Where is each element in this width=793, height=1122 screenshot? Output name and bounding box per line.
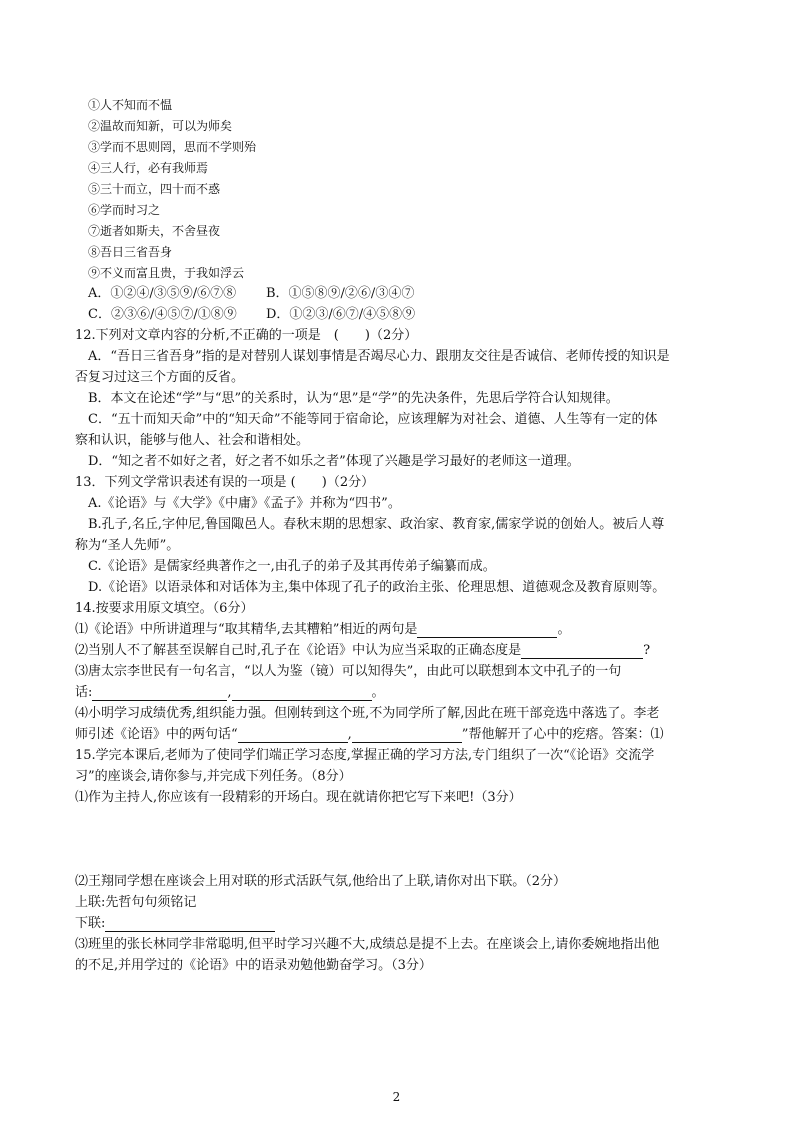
answer-blank[interactable] [238, 728, 348, 743]
question-15-stem: 15.学完本课后,老师为了使同学们端正学习态度,掌握正确的学习方法,专门组织了一次“《论语》交流学 [75, 748, 655, 763]
question-14-item-3: ⑶唐太宗李世民有一句名言，“以人为鉴（镜）可以知得失”，由此可以联想到本文中孔子的一句 [75, 664, 622, 679]
question-12-option-c-cont: 察和认识，能够与他人、社会和谐相处。 [75, 433, 310, 448]
punctuation: 。 [371, 685, 385, 700]
question-14-item-1-text: ⑴《论语》中所讲道理与“取其精华,去其糟粕”相近的两句是 [75, 622, 418, 637]
list-item: ⑦逝者如斯夫，不舍昼夜 [88, 224, 221, 238]
question-14-item-4-text: 师引述《论语》中的两句话“ [75, 727, 238, 742]
question-15-item-1: ⑴作为主持人,你应该有一段精彩的开场白。现在就请你把它写下来吧!（3分） [75, 790, 522, 805]
list-item: ⑨不义而富且贵，于我如浮云 [88, 266, 245, 280]
question-13-option-b-cont: 称为“圣人先师”。 [75, 538, 180, 553]
question-12-option-a-cont: 否复习过这三个方面的反省。 [75, 370, 245, 385]
answer-blank[interactable] [352, 728, 462, 743]
question-14-item-4: ⑷小明学习成绩优秀,组织能力强。但刚转到这个班,不为同学所了解,因此在班干部竞选中落选了。李老 [75, 706, 660, 721]
question-14-stem: 14.按要求用原文填空。（6分） [75, 601, 254, 616]
answer-blank[interactable] [92, 686, 227, 701]
question-12-option-a: A．“吾日三省吾身”指的是对替别人谋划事情是否竭尽心力、跟朋友交往是否诚信、老师传授的知识是 [88, 349, 670, 364]
question-14-item-1 [75, 622, 570, 638]
question-12-stem: 12.下列对文章内容的分析,不正确的一项是 ( )（2分） [75, 328, 418, 343]
question-14-item-2-text: ⑵当别人不了解甚至误解自己时,孔子在《论语》中认为应当采取的正确态度是 [75, 643, 522, 658]
answer-blank[interactable] [417, 623, 557, 638]
option-a: A．①②④/③⑤⑨/⑥⑦⑧ [88, 286, 237, 301]
answer-blank[interactable] [232, 686, 372, 701]
list-item: ①人不知而不愠 [88, 98, 173, 112]
couplet-lower-line [75, 916, 275, 932]
punctuation: , [227, 685, 232, 700]
list-item: ④三人行，必有我师焉 [88, 161, 209, 175]
option-d: D．①②③/⑥⑦/④⑤⑧⑨ [266, 307, 416, 322]
list-item: ②温故而知新，可以为师矣 [88, 119, 233, 133]
couplet-upper-line: 上联:先哲句句须铭记 [75, 895, 197, 910]
list-item: ⑤三十而立，四十而不惑 [88, 182, 221, 196]
answer-blank[interactable] [521, 644, 643, 659]
option-b: B．①⑤⑧⑨/②⑥/③④⑦ [266, 286, 415, 301]
punctuation: 。 [557, 622, 571, 637]
option-c: C．②③⑥/④⑤⑦/①⑧⑨ [88, 307, 237, 322]
couplet-lower-label: 下联: [75, 916, 106, 931]
list-item: ⑧吾日三省吾身 [88, 245, 173, 259]
list-item: ③学而不思则罔，思而不学则殆 [88, 140, 257, 154]
list-item: ⑥学而时习之 [88, 203, 161, 217]
question-15-stem-cont: 习”的座谈会,请你参与,并完成下列任务。（8分） [75, 769, 352, 784]
question-12-option-c: C．“五十而知天命”中的“知天命”不能等同于宿命论，应该理解为对社会、道德、人生等有一定的体 [88, 412, 658, 427]
question-13-option-a: A.《论语》与《大学》《中庸》《孟子》并称为“四书”。 [88, 496, 401, 511]
question-14-item-4-end: ”帮他解开了心中的疙瘩。答案：⑴ [461, 727, 664, 742]
question-14-item-3-label: 话: [75, 685, 93, 700]
question-12-option-b: B．本文在论述“学”与“思”的关系时，认为“思”是“学”的先决条件，先思后学符合认知规律。 [88, 391, 619, 406]
question-13-stem: 13．下列文学常识表述有误的一项是 ( )（2分） [75, 475, 375, 490]
page-number: 2 [392, 1090, 401, 1104]
question-15-item-3: ⑶班里的张长林同学非常聪明,但平时学习兴趣不大,成绩总是提不上去。在座谈会上,请你委婉地指出他 [75, 937, 660, 952]
punctuation: ? [643, 643, 651, 658]
question-13-option-b: B.孔子,名丘,字仲尼,鲁国陬邑人。春秋末期的思想家、政治家、教育家,儒家学说的创始人。被后人尊 [88, 517, 665, 532]
question-14-item-2 [75, 643, 650, 659]
question-15-item-2: ⑵王翔同学想在座谈会上用对联的形式活跃气氛,他给出了上联,请你对出下联。（2分） [75, 874, 567, 889]
punctuation: , [347, 727, 352, 742]
answer-blank[interactable] [105, 917, 275, 932]
question-12-option-d: D．“知之者不如好之者，好之者不如乐之者”体现了兴趣是学习最好的老师这一道理。 [88, 454, 580, 469]
question-14-item-3-cont [75, 685, 385, 701]
question-15-item-3-cont: 的不足,并用学过的《论语》中的语录劝勉他勤奋学习。（3分） [75, 958, 432, 973]
question-13-option-d: D.《论语》以语录体和对话体为主,集中体现了孔子的政治主张、伦理思想、道德观念及教育原则等。 [88, 580, 666, 595]
question-13-option-c: C.《论语》是儒家经典著作之一,由孔子的弟子及其再传弟子编纂而成。 [88, 559, 496, 574]
question-14-item-4-cont [75, 727, 663, 743]
